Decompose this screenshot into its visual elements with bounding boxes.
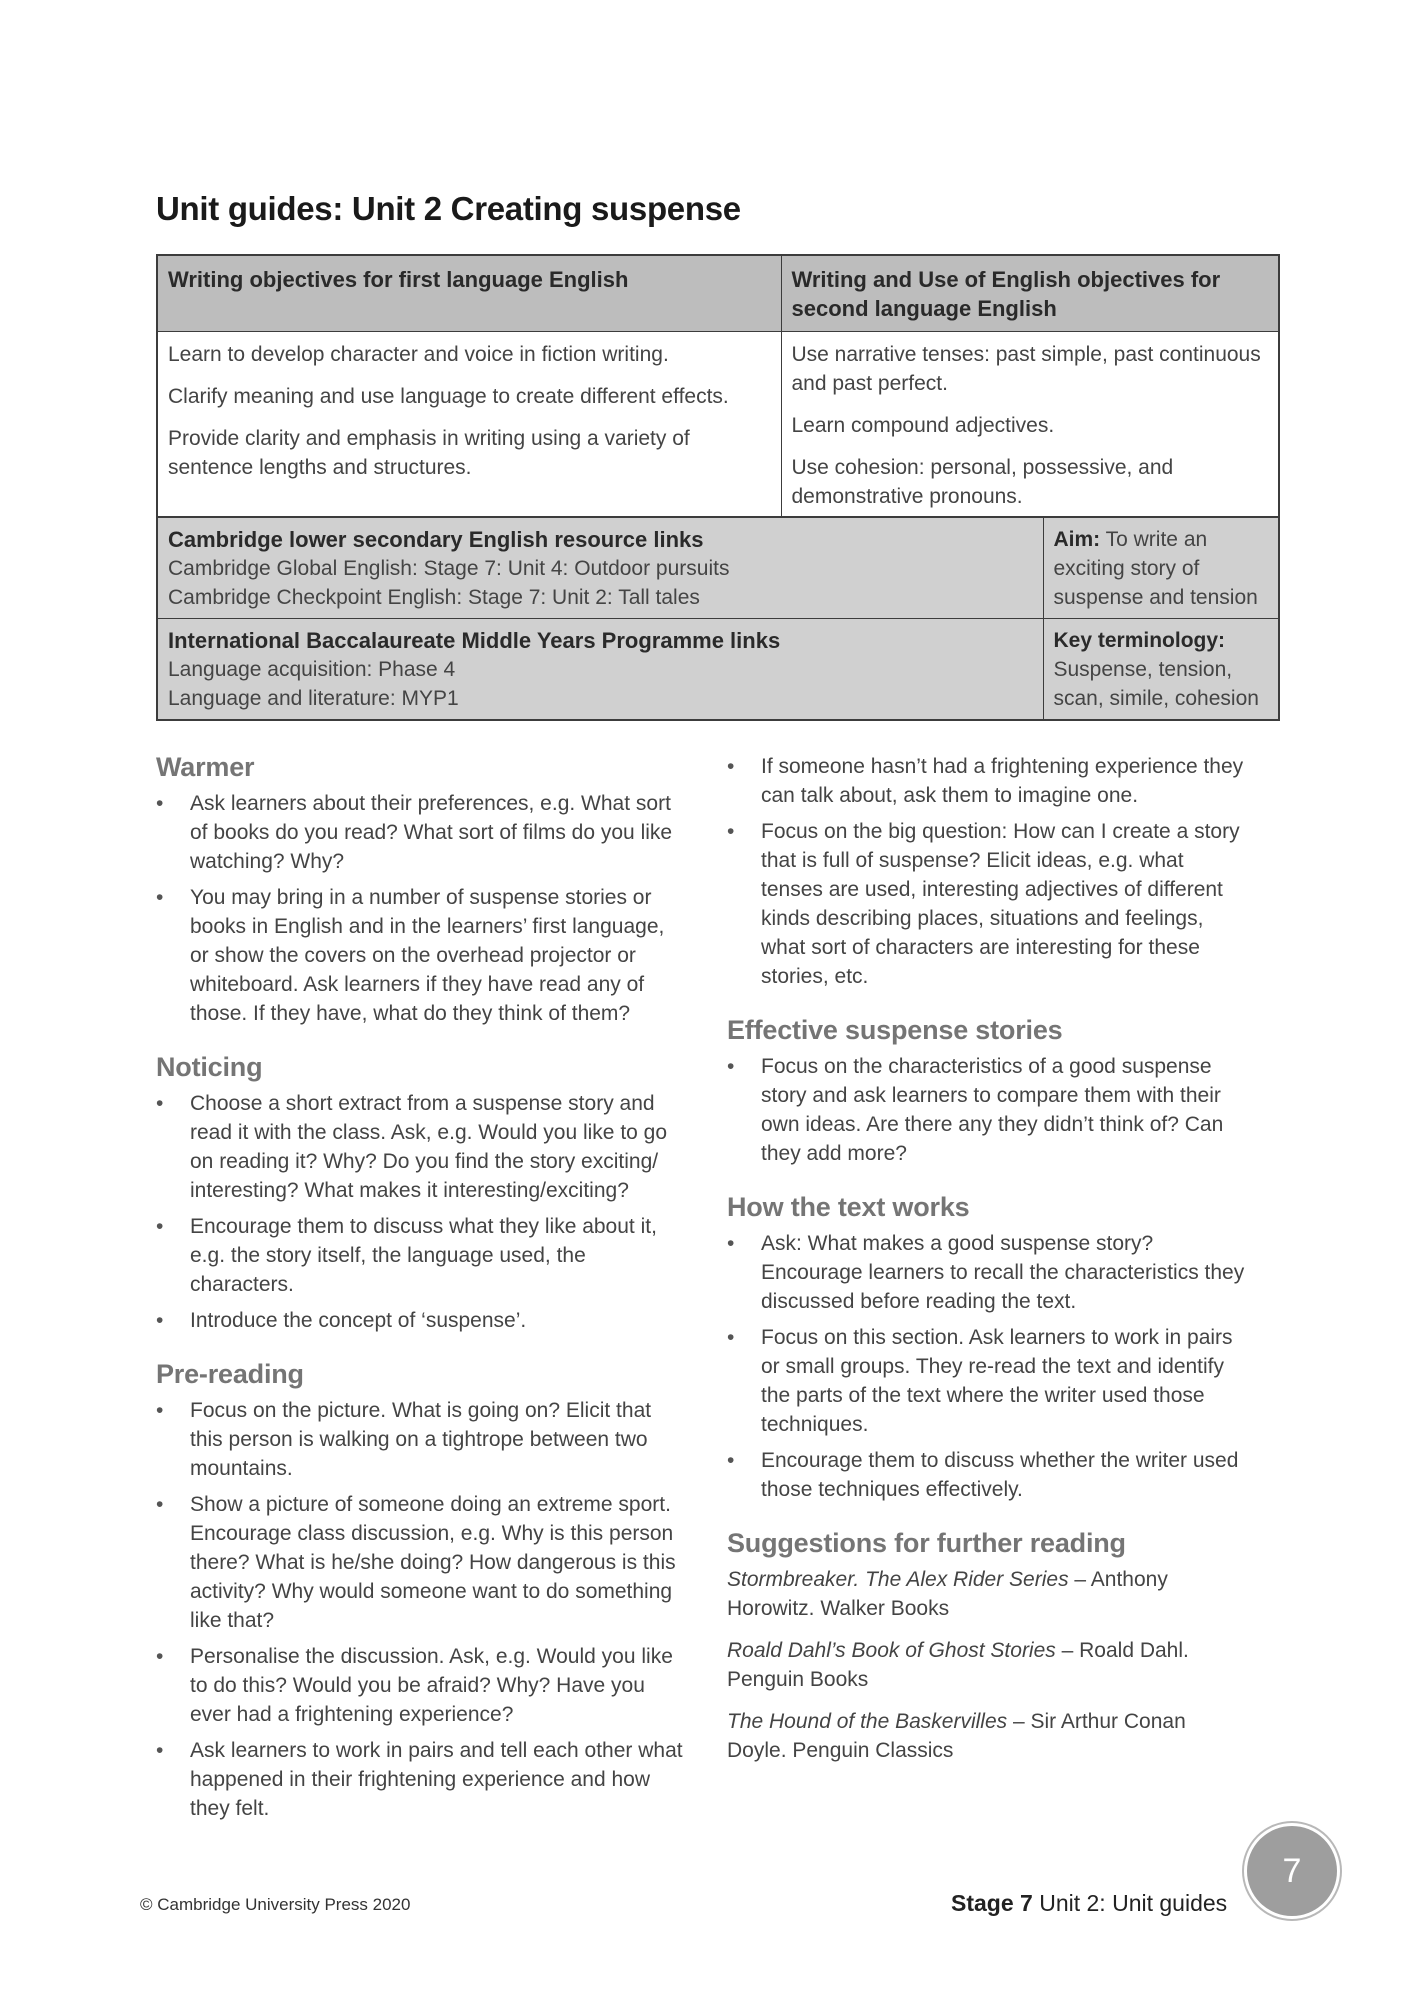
prereading-section — [156, 1359, 686, 1823]
list-item: • You may bring in a number of suspense stories or books in English and in the learners’ first language, or show the covers on the overhead projector or whiteboard. Ask learners if they have read any of those. If they have, what do they think of them? — [156, 883, 686, 1028]
book-entry: The Hound of the Baskervilles – Sir Arthur Conan Doyle. Penguin Classics — [727, 1710, 1186, 1762]
list-item: • Focus on the big question: How can I create a story that is full of suspense? Elicit ideas, e.g. what tenses are used, interesting adjectives of different kinds describing places, situations and feelings, what sort of characters are interesting for these stories, etc. — [727, 817, 1247, 991]
aim-cell — [1043, 517, 1279, 619]
section-heading: Suggestions for further reading — [727, 1528, 1126, 1558]
page-title: Unit guides: Unit 2 Creating suspense — [156, 190, 741, 227]
list-item: • Encourage them to discuss whether the writer used those techniques effectively. — [727, 1446, 1247, 1504]
resource-links-table — [156, 516, 1280, 721]
objective-item: Use narrative tenses: past simple, past continuous and past perfect. — [791, 343, 1261, 395]
aim-label: Aim: — [1053, 528, 1101, 551]
objective-item: Use cohesion: personal, possessive, and demonstrative pronouns. — [791, 456, 1174, 508]
list-item: • Show a picture of someone doing an extreme sport. Encourage class discussion, e.g. Why is this person there? What is he/she doing? How dangerous is this activity? Why would someone want to do something like that? — [156, 1490, 686, 1635]
list-item: • Personalise the discussion. Ask, e.g. Would you like to do this? Would you be afraid? Why? Have you ever had a frightening experience? — [156, 1642, 686, 1729]
effective-suspense-section — [727, 1015, 1247, 1168]
ib-myp-links — [157, 619, 1043, 721]
list-item: • Choose a short extract from a suspense story and read it with the class. Ask, e.g. Would you like to go on reading it? Why? Do you find the story exciting/ interesting? What makes it interesting/exciting? — [156, 1089, 686, 1205]
book-title: The Hound of the Baskervilles — [727, 1710, 1008, 1733]
book-title: Stormbreaker. The Alex Rider Series — [727, 1568, 1069, 1591]
further-reading-section — [727, 1528, 1247, 1765]
section-heading: Warmer — [156, 752, 255, 782]
list-item: • Focus on this section. Ask learners to work in pairs or small groups. They re-read the text and identify the parts of the text where the writer used those techniques. — [727, 1323, 1247, 1439]
unit-label: Unit 2: Unit guides — [1032, 1890, 1228, 1916]
cambridge-resource-links — [157, 517, 1043, 619]
resource-link: Cambridge Checkpoint English: Stage 7: Unit 2: Tall tales — [168, 586, 700, 609]
list-item: • Focus on the picture. What is going on? Elicit that this person is walking on a tightrope between two mountains. — [156, 1396, 686, 1483]
ib-links-title: International Baccalaureate Middle Years Programme links — [168, 628, 781, 653]
book-entry: Stormbreaker. The Alex Rider Series – Anthony Horowitz. Walker Books — [727, 1568, 1168, 1620]
objectives-table — [156, 254, 1280, 519]
warmer-section — [156, 752, 686, 1028]
key-terminology-label: Key terminology: — [1053, 629, 1226, 652]
objective-item: Provide clarity and emphasis in writing using a variety of sentence lengths and structures. — [168, 427, 690, 479]
how-text-works-section — [727, 1192, 1247, 1504]
objective-item: Learn compound adjectives. — [791, 414, 1055, 437]
list-item: • Focus on the characteristics of a good suspense story and ask learners to compare them with their own ideas. Are there any they didn’t think of? Can they add more? — [727, 1052, 1247, 1168]
left-column — [156, 752, 686, 1847]
book-title: Roald Dahl’s Book of Ghost Stories — [727, 1639, 1056, 1662]
second-language-objectives-header: Writing and Use of English objectives for second language English — [781, 255, 1279, 332]
page-number-badge: 7 — [1244, 1823, 1340, 1919]
first-language-objectives — [157, 332, 781, 519]
resource-link: Language acquisition: Phase 4 — [168, 658, 456, 681]
list-item: • Ask: What makes a good suspense story? Encourage learners to recall the characteristics they discussed before reading the text. — [727, 1229, 1247, 1316]
key-terminology-text: Suspense, tension, scan, simile, cohesion — [1053, 658, 1259, 710]
list-item: • Ask learners to work in pairs and tell each other what happened in their frightening experience and how they felt. — [156, 1736, 686, 1823]
resource-link: Cambridge Global English: Stage 7: Unit 4: Outdoor pursuits — [168, 557, 730, 580]
list-item: • If someone hasn’t had a frightening experience they can talk about, ask them to imagine one. — [727, 752, 1247, 810]
second-language-objectives — [781, 332, 1279, 519]
noticing-section — [156, 1052, 686, 1335]
section-heading: Pre-reading — [156, 1359, 304, 1389]
copyright-notice: © Cambridge University Press 2020 — [140, 1895, 411, 1914]
cambridge-links-title: Cambridge lower secondary English resource links — [168, 527, 704, 552]
prereading-continued — [727, 752, 1247, 991]
section-heading: Effective suspense stories — [727, 1015, 1063, 1045]
resource-link: Language and literature: MYP1 — [168, 687, 459, 710]
section-heading: How the text works — [727, 1192, 970, 1222]
list-item: • Encourage them to discuss what they like about it, e.g. the story itself, the language used, the characters. — [156, 1212, 686, 1299]
first-language-objectives-header: Writing objectives for first language English — [157, 255, 781, 332]
objective-item: Clarify meaning and use language to create different effects. — [168, 385, 729, 408]
section-heading: Noticing — [156, 1052, 263, 1082]
stage-label: Stage 7 — [951, 1890, 1033, 1916]
aim-text: To write an exciting story of suspense and tension — [1053, 528, 1258, 609]
list-item: • Ask learners about their preferences, e.g. What sort of books do you read? What sort of films do you like watching? Why? — [156, 789, 686, 876]
running-footer — [951, 1890, 1227, 1917]
right-column — [727, 752, 1247, 1789]
key-terminology-cell — [1043, 619, 1279, 721]
book-entry: Roald Dahl’s Book of Ghost Stories – Roald Dahl. Penguin Books — [727, 1639, 1189, 1691]
objective-item: Learn to develop character and voice in fiction writing. — [168, 343, 669, 366]
list-item: • Introduce the concept of ‘suspense’. — [156, 1306, 686, 1335]
